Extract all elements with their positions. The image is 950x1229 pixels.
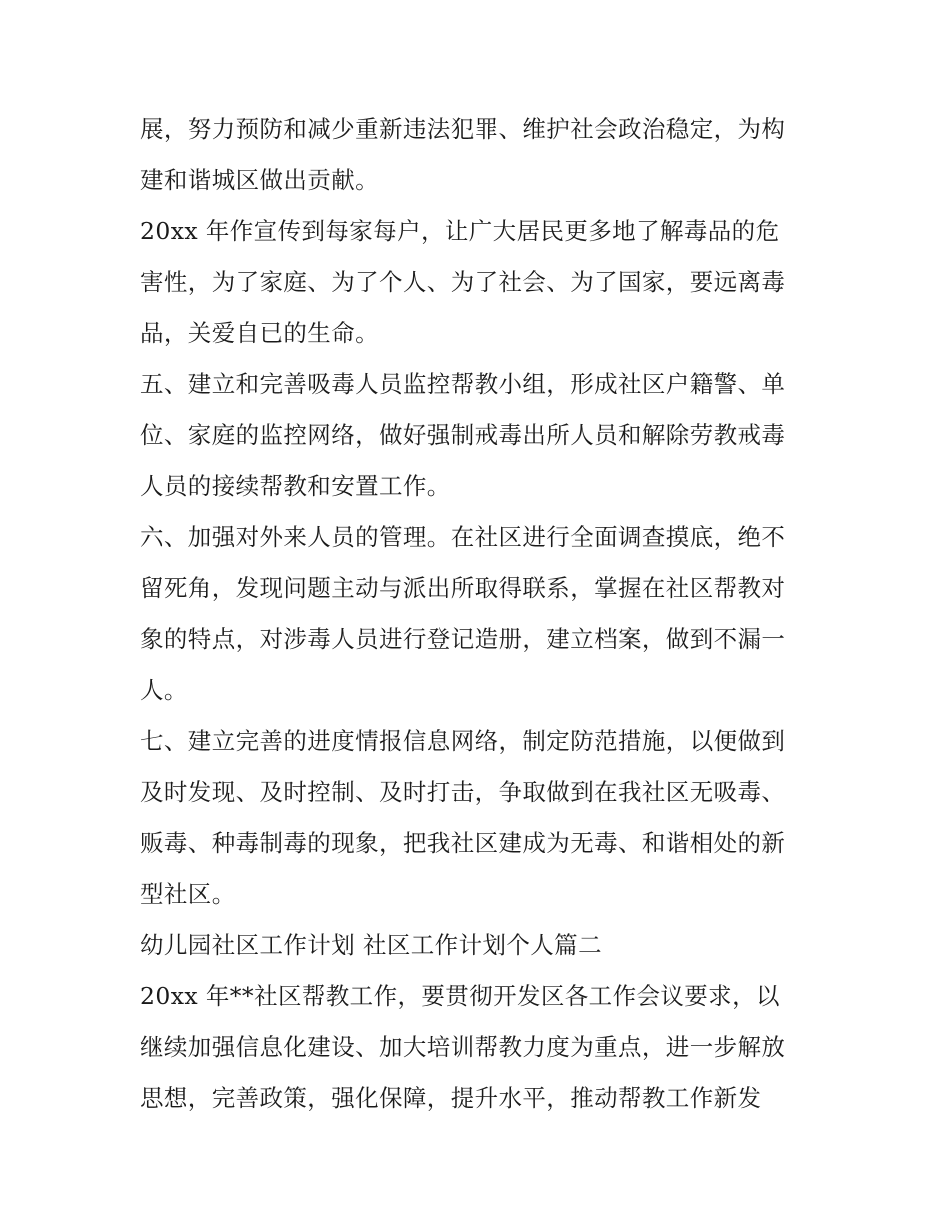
text-line: 建和谐城区做出贡献。 bbox=[140, 166, 379, 194]
text-line: 留死角，发现问题主动与派出所取得联系，掌握在社区帮教对 bbox=[140, 574, 786, 602]
text-line: 20xx 年作宣传到每家每户，让广大居民更多地了解毒品的危 bbox=[140, 217, 780, 245]
text-line: 展，努力预防和减少重新违法犯罪、维护社会政治稳定，为构 bbox=[140, 115, 786, 143]
text-line: 七、建立完善的进度情报信息网络，制定防范措施，以便做到 bbox=[140, 727, 786, 755]
text-line: 人。 bbox=[140, 676, 188, 704]
text-line: 及时发现、及时控制、及时打击，争取做到在我社区无吸毒、 bbox=[140, 778, 786, 806]
text-line: 型社区。 bbox=[140, 880, 236, 908]
text-line: 害性，为了家庭、为了个人、为了社会、为了国家，要远离毒 bbox=[140, 268, 786, 296]
text-line: 五、建立和完善吸毒人员监控帮教小组，形成社区户籍警、单 bbox=[140, 370, 786, 398]
text-line: 人员的接续帮教和安置工作。 bbox=[140, 472, 451, 500]
section-heading: 幼儿园社区工作计划 社区工作计划个人篇二 bbox=[140, 931, 602, 959]
text-line: 六、加强对外来人员的管理。在社区进行全面调查摸底，绝不 bbox=[140, 523, 786, 551]
text-line: 贩毒、种毒制毒的现象，把我社区建成为无毒、和谐相处的新 bbox=[140, 829, 786, 857]
text-line: 思想，完善政策，强化保障，提升水平，推动帮教工作新发 bbox=[140, 1084, 762, 1112]
text-line: 品，关爱自已的生命。 bbox=[140, 319, 379, 347]
text-line: 象的特点，对涉毒人员进行登记造册，建立档案，做到不漏一 bbox=[140, 625, 786, 653]
text-line: 20xx 年**社区帮教工作，要贯彻开发区各工作会议要求，以 bbox=[140, 982, 780, 1010]
text-line: 位、家庭的监控网络，做好强制戒毒出所人员和解除劳教戒毒 bbox=[140, 421, 786, 449]
document-body bbox=[140, 104, 820, 1124]
text-line: 继续加强信息化建设、加大培训帮教力度为重点，进一步解放 bbox=[140, 1033, 786, 1061]
